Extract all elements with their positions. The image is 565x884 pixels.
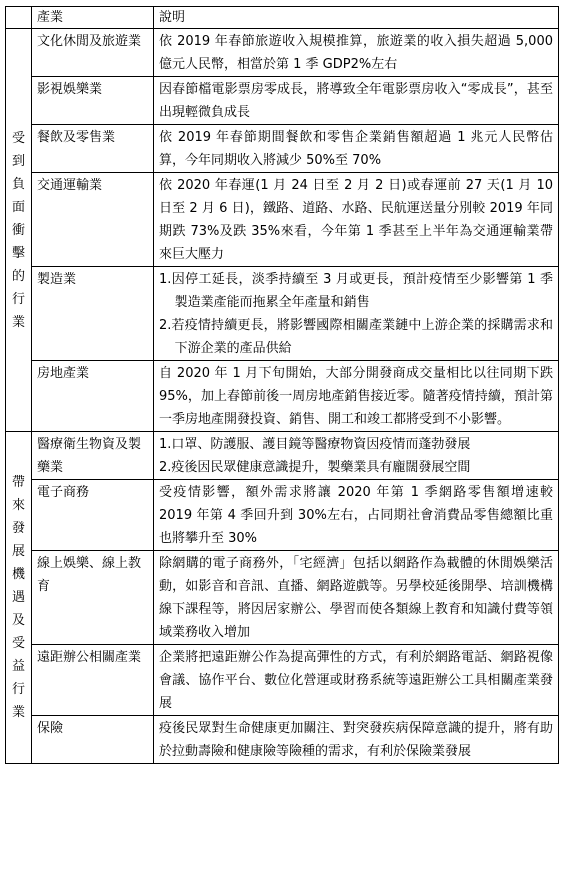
description-cell bbox=[154, 716, 559, 764]
header-blank-cell bbox=[6, 7, 32, 29]
description-line: 依 2020 年春運(1 月 24 日至 2 月 2 日)或春運前 27 天(1 月 10 日至 2 月 6 日)，鐵路、道路、水路、民航運送量分別較 2019 年同期跌 73%及跌 35%來看，今年第 1 季甚至上半年為交通運輸業帶來巨大壓力 bbox=[159, 178, 553, 262]
header-description: 說明 bbox=[154, 7, 559, 29]
table-row bbox=[6, 645, 559, 716]
industry-cell: 線上娛樂、線上教育 bbox=[32, 551, 154, 645]
industry-cell: 房地產業 bbox=[32, 361, 154, 432]
table-header-row bbox=[6, 7, 559, 29]
table-row bbox=[6, 77, 559, 125]
description-cell bbox=[154, 29, 559, 77]
table-row bbox=[6, 361, 559, 432]
table-row bbox=[6, 29, 559, 77]
industry-cell: 餐飲及零售業 bbox=[32, 125, 154, 173]
description-cell bbox=[154, 125, 559, 173]
description-line: 1.因停工延長，淡季持續至 3 月或更長，預計疫情至少影響第 1 季製造業產能而拖累全年產量和銷售 bbox=[159, 272, 553, 310]
industry-cell: 文化休閒及旅遊業 bbox=[32, 29, 154, 77]
description-line: 因春節檔電影票房零成長，將導致全年電影票房收入“零成長”，甚至出現輕微負成長 bbox=[159, 82, 553, 120]
description-line: 除網購的電子商務外，「宅經濟」包括以網路作為載體的休閒娛樂活動，如影音和音訊、直播、網路遊戲等。另學校延後開學、培訓機構線下課程等，將因居家辦公、學習而使各類線上教育和知識付費等領域業務收入增加 bbox=[159, 556, 553, 640]
industry-impact-table bbox=[5, 6, 559, 764]
description-cell bbox=[154, 432, 559, 480]
description-cell bbox=[154, 77, 559, 125]
industry-cell: 保險 bbox=[32, 716, 154, 764]
table-row bbox=[6, 267, 559, 361]
description-cell bbox=[154, 480, 559, 551]
category-cell bbox=[6, 432, 32, 764]
header-industry: 產業 bbox=[32, 7, 154, 29]
description-cell bbox=[154, 173, 559, 267]
description-line: 依 2019 年春節旅遊收入規模推算，旅遊業的收入損失超過 5,000 億元人民幣，相當於第 1 季 GDP2%左右 bbox=[159, 34, 553, 72]
industry-cell: 交通運輸業 bbox=[32, 173, 154, 267]
table-row bbox=[6, 480, 559, 551]
description-line: 2.疫後因民眾健康意識提升，製藥業具有龐闊發展空間 bbox=[159, 460, 471, 475]
industry-cell: 製造業 bbox=[32, 267, 154, 361]
description-cell bbox=[154, 267, 559, 361]
industry-cell: 醫療衛生物資及製藥業 bbox=[32, 432, 154, 480]
table-row bbox=[6, 125, 559, 173]
description-line: 依 2019 年春節期間餐飲和零售企業銷售額超過 1 兆元人民幣估算，今年同期收入將減少 50%至 70% bbox=[159, 130, 553, 168]
table-row bbox=[6, 716, 559, 764]
industry-cell: 電子商務 bbox=[32, 480, 154, 551]
description-line: 企業將把遠距辦公作為提高彈性的方式，有利於網路電話、網路視像會議、協作平台、數位化營運或財務系統等遠距辦公工具相關產業發展 bbox=[159, 650, 553, 711]
description-cell bbox=[154, 551, 559, 645]
category-label: 受 到 負 面 衝 擊 的 行 業 bbox=[11, 130, 25, 330]
industry-cell: 影視娛樂業 bbox=[32, 77, 154, 125]
table-row bbox=[6, 551, 559, 645]
description-line: 1.口罩、防護服、護目鏡等醫療物資因疫情而蓬勃發展 bbox=[159, 437, 471, 452]
description-cell bbox=[154, 645, 559, 716]
table-row bbox=[6, 173, 559, 267]
table-row bbox=[6, 432, 559, 480]
industry-cell: 遠距辦公相關產業 bbox=[32, 645, 154, 716]
description-line: 疫後民眾對生命健康更加關注、對突發疾病保障意識的提升，將有助於拉動壽險和健康險等險種的需求，有利於保險業發展 bbox=[159, 721, 553, 759]
category-cell bbox=[6, 29, 32, 432]
description-line: 受疫情影響，額外需求將讓 2020 年第 1 季網路零售額增速較 2019 年第 4 季回升到 30%左右，占同期社會消費品零售總額比重也將攀升至 30% bbox=[159, 485, 553, 546]
description-line: 2.若疫情持續更長，將影響國際相關產業鏈中上游企業的採購需求和下游企業的產品供給 bbox=[159, 318, 553, 356]
category-label: 帶 來 發 展 機 遇 及 受 益 行 業 bbox=[11, 475, 25, 720]
description-line: 自 2020 年 1 月下旬開始，大部分開發商成交量相比以往同期下跌 95%，加上春節前後一周房地產銷售接近零。隨著疫情持續，預計第一季房地產開發投資、銷售、開工和竣工都將受到不小影響。 bbox=[159, 366, 553, 427]
description-cell bbox=[154, 361, 559, 432]
